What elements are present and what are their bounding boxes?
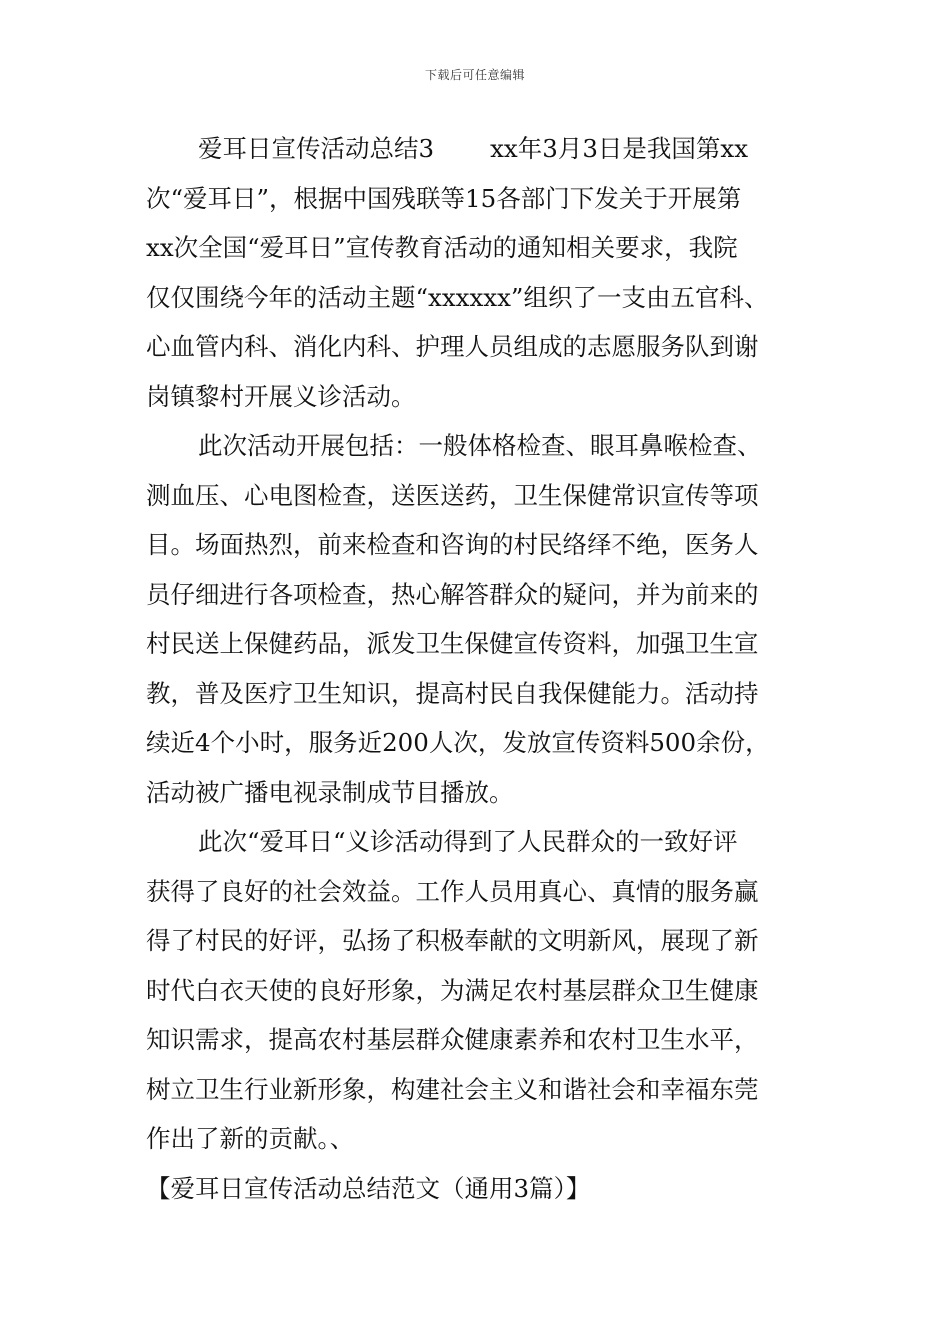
document-body [146,124,826,1213]
paragraph-line: 仅仅围绕今年的活动主题“xxxxxx”组织了一支由五官科、 [146,282,769,312]
document-title: 【爱耳日宣传活动总结范文（通用3篇）】 [146,1173,591,1203]
paragraph-line: 村民送上保健药品，派发卫生保健宣传资料，加强卫生宣 [146,629,759,658]
paragraph-line: 续近4个小时，服务近200人次，发放宣传资料500余份， [146,728,770,757]
paragraph-line: 得了村民的好评，弘扬了积极奉献的文明新风，展现了新 [146,926,759,955]
paragraph-line: 次“爱耳日”，根据中国残联等15各部门下发关于开展第 [146,183,742,213]
section-heading: 爱耳日宣传活动总结3 [198,134,435,163]
paragraph-line: xx次全国“爱耳日”宣传教育活动的通知相关要求，我院 [146,233,738,262]
paragraph-line: 树立卫生行业新形象，构建社会主义和谐社会和幸福东莞 [146,1074,759,1104]
paragraph-line: 此次“爱耳日“义诊活动得到了人民群众的一致好评 [198,827,738,856]
paragraph-line: 岗镇黎村开展义诊活动。 [146,381,416,411]
paragraph-line: 此次活动开展包括：一般体格检查、眼耳鼻喉检查、 [198,431,762,460]
paragraph-line: 作出了新的贡献。、 [146,1124,355,1153]
paragraph-2 [146,421,826,817]
paragraph-line: 员仔细进行各项检查，热心解答群众的疑问，并为前来的 [146,579,759,609]
paragraph-line: 心血管内科、消化内科、护理人员组成的志愿服务队到谢 [146,332,759,361]
paragraph-line: 爱耳日宣传活动总结3 xx年3月3日是我国第xx [198,134,749,163]
paragraph-line: 时代白衣天使的良好形象，为满足农村基层群众卫生健康 [146,975,759,1005]
paragraph-line: 目。场面热烈，前来检查和咨询的村民络绎不绝，医务人 [146,530,759,559]
paragraph-1 [146,124,826,421]
paragraph-line: 测血压、心电图检查，送医送药，卫生保健常识宣传等项 [146,480,759,510]
page-header: 下载后可任意编辑 [424,68,525,82]
paragraph-line: 获得了良好的社会效益。工作人员用真心、真情的服务赢 [146,876,759,906]
paragraph-line: 知识需求，提高农村基层群众健康素养和农村卫生水平， [146,1025,759,1054]
paragraph-line: 活动被广播电视录制成节目播放。 [146,777,514,807]
paragraph-3 [146,817,826,1164]
paragraph-line: 教，普及医疗卫生知识，提高村民自我保健能力。活动持 [146,678,759,708]
